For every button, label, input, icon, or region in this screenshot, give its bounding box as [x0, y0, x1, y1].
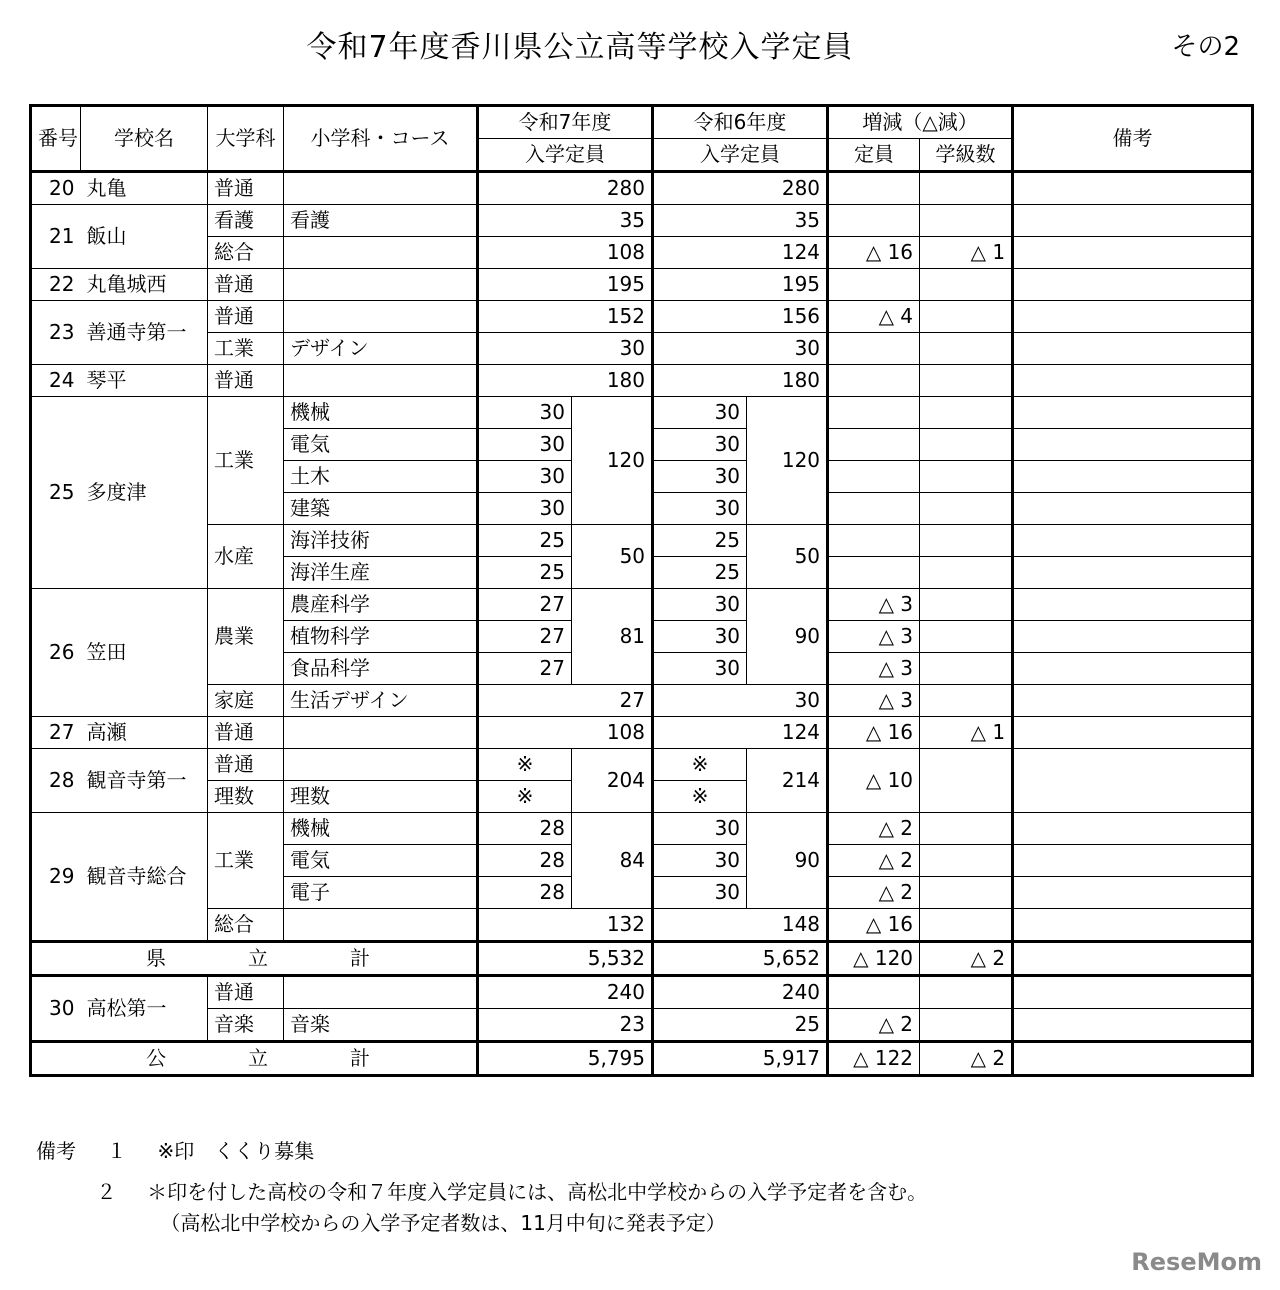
table-row [31, 909, 1253, 942]
change-classes-cell [920, 813, 1013, 845]
minor-cell: 機械 [284, 397, 478, 429]
note-number: ２ [96, 1180, 117, 1204]
table-row [31, 589, 1253, 621]
table-row [31, 237, 1253, 269]
page-label: その2 [1171, 32, 1240, 62]
note-text: （高松北中学校からの入学予定者数は、11月中旬に発表予定） [160, 1211, 726, 1235]
minor-cell [284, 909, 478, 942]
change-classes-cell [920, 269, 1013, 301]
resemom-logo: ReseMom [1131, 1248, 1262, 1276]
remarks-cell [1013, 589, 1253, 621]
school-number: 29 [31, 813, 81, 942]
change-capacity-cell [828, 397, 920, 429]
remarks-cell [1013, 877, 1253, 909]
minor-cell: 植物科学 [284, 621, 478, 653]
r7-sub-cell: 30 [478, 461, 572, 493]
r6-sub-cell: 30 [653, 429, 747, 461]
note-line-2 [36, 1177, 927, 1208]
total-label-char: 計 [350, 946, 370, 970]
table-row [31, 749, 1253, 781]
school-name: 高瀬 [81, 717, 208, 749]
note-prefix: 備考 [36, 1139, 76, 1163]
change-classes-cell [920, 333, 1013, 365]
minor-cell [284, 301, 478, 333]
r7-cell: 23 [478, 1009, 653, 1042]
minor-cell: 理数 [284, 781, 478, 813]
note-text: ＊印を付した高校の令和７年度入学定員には、高松北中学校からの入学予定者を含む。 [147, 1180, 928, 1204]
r7-cell: 108 [478, 237, 653, 269]
header-change-capacity: 定員 [828, 139, 920, 172]
remarks-cell [1013, 909, 1253, 942]
r6-cell: 5,917 [653, 1042, 828, 1076]
change-capacity-cell: △ 3 [828, 685, 920, 717]
change-classes-cell [920, 557, 1013, 589]
remarks-cell [1013, 557, 1253, 589]
major-cell: 総合 [208, 237, 284, 269]
table-row [31, 717, 1253, 749]
table-row [31, 685, 1253, 717]
change-capacity-cell: △ 120 [828, 942, 920, 976]
r6-total-cell: 214 [747, 749, 828, 813]
remarks-cell [1013, 397, 1253, 429]
school-number: 27 [31, 717, 81, 749]
school-name: 多度津 [81, 397, 208, 589]
r7-cell: 5,795 [478, 1042, 653, 1076]
change-classes-cell: △ 2 [920, 942, 1013, 976]
header-minor: 小学科・コース [284, 106, 478, 172]
change-capacity-cell: △ 10 [828, 749, 920, 813]
minor-cell [284, 237, 478, 269]
change-classes-cell [920, 845, 1013, 877]
r7-total-cell: 84 [572, 813, 653, 909]
r6-sub-cell: 25 [653, 557, 747, 589]
r6-sub-cell: ※ [653, 781, 747, 813]
remarks-cell [1013, 493, 1253, 525]
major-cell: 普通 [208, 749, 284, 781]
minor-cell: 生活デザイン [284, 685, 478, 717]
change-capacity-cell: △ 2 [828, 813, 920, 845]
r7-cell: 132 [478, 909, 653, 942]
page-title: 令和7年度香川県公立高等学校入学定員 [306, 30, 854, 65]
change-capacity-cell [828, 461, 920, 493]
minor-cell [284, 172, 478, 205]
table-row [31, 976, 1253, 1009]
minor-cell: 土木 [284, 461, 478, 493]
major-cell: 普通 [208, 172, 284, 205]
minor-cell [284, 717, 478, 749]
r7-cell: 180 [478, 365, 653, 397]
r7-total-cell: 81 [572, 589, 653, 685]
header-row-1 [31, 106, 1253, 139]
r6-sub-cell: 30 [653, 877, 747, 909]
r6-cell: 124 [653, 237, 828, 269]
remarks-cell [1013, 461, 1253, 493]
r7-sub-cell: 27 [478, 653, 572, 685]
header-r6: 令和6年度 [653, 106, 828, 139]
note-line-3 [36, 1208, 927, 1239]
r7-sub-cell: 28 [478, 877, 572, 909]
major-cell: 理数 [208, 781, 284, 813]
school-number: 21 [31, 205, 81, 269]
r7-sub-cell: 25 [478, 525, 572, 557]
header-r7: 令和7年度 [478, 106, 653, 139]
change-classes-cell [920, 877, 1013, 909]
r6-cell: 280 [653, 172, 828, 205]
change-capacity-cell: △ 4 [828, 301, 920, 333]
school-number: 20 [31, 172, 81, 205]
major-cell: 工業 [208, 397, 284, 525]
r6-cell: 25 [653, 1009, 828, 1042]
table-row [31, 397, 1253, 429]
school-name: 笠田 [81, 589, 208, 717]
change-classes-cell [920, 365, 1013, 397]
minor-cell: デザイン [284, 333, 478, 365]
change-classes-cell [920, 301, 1013, 333]
change-capacity-cell [828, 525, 920, 557]
r7-cell: 30 [478, 333, 653, 365]
remarks-cell [1013, 333, 1253, 365]
school-number: 26 [31, 589, 81, 717]
r7-sub-cell: ※ [478, 781, 572, 813]
r7-cell: 27 [478, 685, 653, 717]
change-classes-cell [920, 621, 1013, 653]
major-cell: 音楽 [208, 1009, 284, 1042]
r7-sub-cell: 25 [478, 557, 572, 589]
remarks-cell [1013, 1009, 1253, 1042]
r7-cell: 195 [478, 269, 653, 301]
r7-sub-cell: 28 [478, 845, 572, 877]
change-capacity-cell [828, 557, 920, 589]
major-cell: 総合 [208, 909, 284, 942]
school-number: 25 [31, 397, 81, 589]
r6-cell: 5,652 [653, 942, 828, 976]
major-cell: 普通 [208, 976, 284, 1009]
r7-sub-cell: 27 [478, 589, 572, 621]
major-cell: 普通 [208, 717, 284, 749]
table-row [31, 813, 1253, 845]
remarks-cell [1013, 429, 1253, 461]
change-capacity-cell: △ 3 [828, 653, 920, 685]
r7-sub-cell: 30 [478, 429, 572, 461]
r6-cell: 148 [653, 909, 828, 942]
school-name: 丸亀城西 [81, 269, 208, 301]
change-classes-cell [920, 205, 1013, 237]
r6-total-cell: 50 [747, 525, 828, 589]
school-number: 30 [31, 976, 81, 1042]
change-capacity-cell: △ 2 [828, 845, 920, 877]
school-name: 飯山 [81, 205, 208, 269]
change-capacity-cell: △ 16 [828, 909, 920, 942]
major-cell: 農業 [208, 589, 284, 685]
minor-cell: 食品科学 [284, 653, 478, 685]
change-capacity-cell: △ 2 [828, 877, 920, 909]
school-name: 高松第一 [81, 976, 208, 1042]
minor-cell: 農産科学 [284, 589, 478, 621]
r6-sub-cell: 30 [653, 493, 747, 525]
change-classes-cell [920, 461, 1013, 493]
change-classes-cell: △ 1 [920, 717, 1013, 749]
remarks-cell [1013, 942, 1253, 976]
remarks-cell [1013, 976, 1253, 1009]
r6-total-cell: 120 [747, 397, 828, 525]
change-classes-cell [920, 976, 1013, 1009]
table-row [31, 269, 1253, 301]
table-row [31, 172, 1253, 205]
change-classes-cell [920, 909, 1013, 942]
r6-total-cell: 90 [747, 589, 828, 685]
table-row [31, 301, 1253, 333]
total-label [31, 1042, 478, 1076]
change-classes-cell [920, 653, 1013, 685]
r6-sub-cell: ※ [653, 749, 747, 781]
change-capacity-cell: △ 16 [828, 717, 920, 749]
change-capacity-cell [828, 205, 920, 237]
major-cell: 工業 [208, 813, 284, 909]
change-classes-cell [920, 429, 1013, 461]
change-capacity-cell [828, 976, 920, 1009]
r7-cell: 108 [478, 717, 653, 749]
minor-cell [284, 976, 478, 1009]
change-capacity-cell [828, 333, 920, 365]
change-capacity-cell [828, 172, 920, 205]
school-number: 22 [31, 269, 81, 301]
r7-sub-cell: 30 [478, 493, 572, 525]
school-number: 28 [31, 749, 81, 813]
header-change-classes: 学級数 [920, 139, 1013, 172]
r6-cell: 124 [653, 717, 828, 749]
change-classes-cell [920, 1009, 1013, 1042]
change-classes-cell: △ 2 [920, 1042, 1013, 1076]
change-classes-cell [920, 172, 1013, 205]
remarks-cell [1013, 205, 1253, 237]
r6-sub-cell: 30 [653, 589, 747, 621]
header-number: 番号 [31, 106, 81, 172]
total-label-char: 県 [146, 946, 166, 970]
change-classes-cell: △ 1 [920, 237, 1013, 269]
notes [36, 1136, 927, 1239]
school-name: 観音寺総合 [81, 813, 208, 942]
r6-cell: 156 [653, 301, 828, 333]
school-number: 24 [31, 365, 81, 397]
r6-cell: 30 [653, 333, 828, 365]
change-capacity-cell [828, 493, 920, 525]
header-r7-sub: 入学定員 [478, 139, 653, 172]
minor-cell [284, 365, 478, 397]
change-capacity-cell: △ 3 [828, 621, 920, 653]
table-row [31, 525, 1253, 557]
minor-cell [284, 749, 478, 781]
minor-cell: 電気 [284, 429, 478, 461]
table-row [31, 205, 1253, 237]
major-cell: 水産 [208, 525, 284, 589]
school-name: 琴平 [81, 365, 208, 397]
r7-total-cell: 120 [572, 397, 653, 525]
school-name: 丸亀 [81, 172, 208, 205]
capacity-table [29, 104, 1254, 1077]
change-capacity-cell [828, 365, 920, 397]
r7-sub-cell: 30 [478, 397, 572, 429]
change-capacity-cell: △ 16 [828, 237, 920, 269]
total-label-char: 立 [248, 1046, 268, 1070]
remarks-cell [1013, 1042, 1253, 1076]
note-line-1 [36, 1136, 927, 1167]
school-number: 23 [31, 301, 81, 365]
change-classes-cell [920, 685, 1013, 717]
r7-sub-cell: ※ [478, 749, 572, 781]
change-capacity-cell: △ 3 [828, 589, 920, 621]
total-label-char: 公 [146, 1046, 166, 1070]
major-cell: 普通 [208, 365, 284, 397]
remarks-cell [1013, 749, 1253, 813]
minor-cell: 機械 [284, 813, 478, 845]
minor-cell: 海洋技術 [284, 525, 478, 557]
r6-sub-cell: 30 [653, 813, 747, 845]
header-remarks: 備考 [1013, 106, 1253, 172]
header-major: 大学科 [208, 106, 284, 172]
r7-cell: 5,532 [478, 942, 653, 976]
prefectural-total-row [31, 942, 1253, 976]
table-row [31, 333, 1253, 365]
r6-cell: 180 [653, 365, 828, 397]
remarks-cell [1013, 172, 1253, 205]
total-label-char: 計 [350, 1046, 370, 1070]
change-classes-cell [920, 749, 1013, 813]
table-row [31, 1009, 1253, 1042]
header-school: 学校名 [81, 106, 208, 172]
r7-cell: 280 [478, 172, 653, 205]
remarks-cell [1013, 845, 1253, 877]
minor-cell: 電気 [284, 845, 478, 877]
note-text: ※印 くくり募集 [157, 1139, 315, 1163]
total-label-char: 立 [248, 946, 268, 970]
change-classes-cell [920, 525, 1013, 557]
remarks-cell [1013, 525, 1253, 557]
r7-cell: 35 [478, 205, 653, 237]
minor-cell: 看護 [284, 205, 478, 237]
minor-cell: 電子 [284, 877, 478, 909]
change-capacity-cell [828, 429, 920, 461]
school-name: 観音寺第一 [81, 749, 208, 813]
change-capacity-cell: △ 2 [828, 1009, 920, 1042]
major-cell: 工業 [208, 333, 284, 365]
remarks-cell [1013, 301, 1253, 333]
r6-sub-cell: 30 [653, 653, 747, 685]
major-cell: 普通 [208, 301, 284, 333]
r6-cell: 195 [653, 269, 828, 301]
r6-total-cell: 90 [747, 813, 828, 909]
change-classes-cell [920, 493, 1013, 525]
major-cell: 家庭 [208, 685, 284, 717]
remarks-cell [1013, 237, 1253, 269]
r7-total-cell: 50 [572, 525, 653, 589]
r7-sub-cell: 28 [478, 813, 572, 845]
remarks-cell [1013, 365, 1253, 397]
change-classes-cell [920, 397, 1013, 429]
header-change: 増減（△減） [828, 106, 1013, 139]
remarks-cell [1013, 269, 1253, 301]
remarks-cell [1013, 653, 1253, 685]
change-capacity-cell: △ 122 [828, 1042, 920, 1076]
note-number: １ [106, 1139, 127, 1163]
r6-sub-cell: 30 [653, 461, 747, 493]
r7-cell: 152 [478, 301, 653, 333]
r7-sub-cell: 27 [478, 621, 572, 653]
minor-cell [284, 269, 478, 301]
r6-sub-cell: 30 [653, 845, 747, 877]
remarks-cell [1013, 621, 1253, 653]
minor-cell: 海洋生産 [284, 557, 478, 589]
r6-sub-cell: 30 [653, 621, 747, 653]
header-r6-sub: 入学定員 [653, 139, 828, 172]
r6-sub-cell: 25 [653, 525, 747, 557]
major-cell: 看護 [208, 205, 284, 237]
r7-total-cell: 204 [572, 749, 653, 813]
remarks-cell [1013, 813, 1253, 845]
public-total-row [31, 1042, 1253, 1076]
change-classes-cell [920, 589, 1013, 621]
remarks-cell [1013, 685, 1253, 717]
r6-cell: 30 [653, 685, 828, 717]
r6-cell: 35 [653, 205, 828, 237]
school-name: 善通寺第一 [81, 301, 208, 365]
r7-cell: 240 [478, 976, 653, 1009]
major-cell: 普通 [208, 269, 284, 301]
r6-cell: 240 [653, 976, 828, 1009]
change-capacity-cell [828, 269, 920, 301]
total-label [31, 942, 478, 976]
minor-cell: 建築 [284, 493, 478, 525]
r6-sub-cell: 30 [653, 397, 747, 429]
remarks-cell [1013, 717, 1253, 749]
minor-cell: 音楽 [284, 1009, 478, 1042]
table-row [31, 365, 1253, 397]
